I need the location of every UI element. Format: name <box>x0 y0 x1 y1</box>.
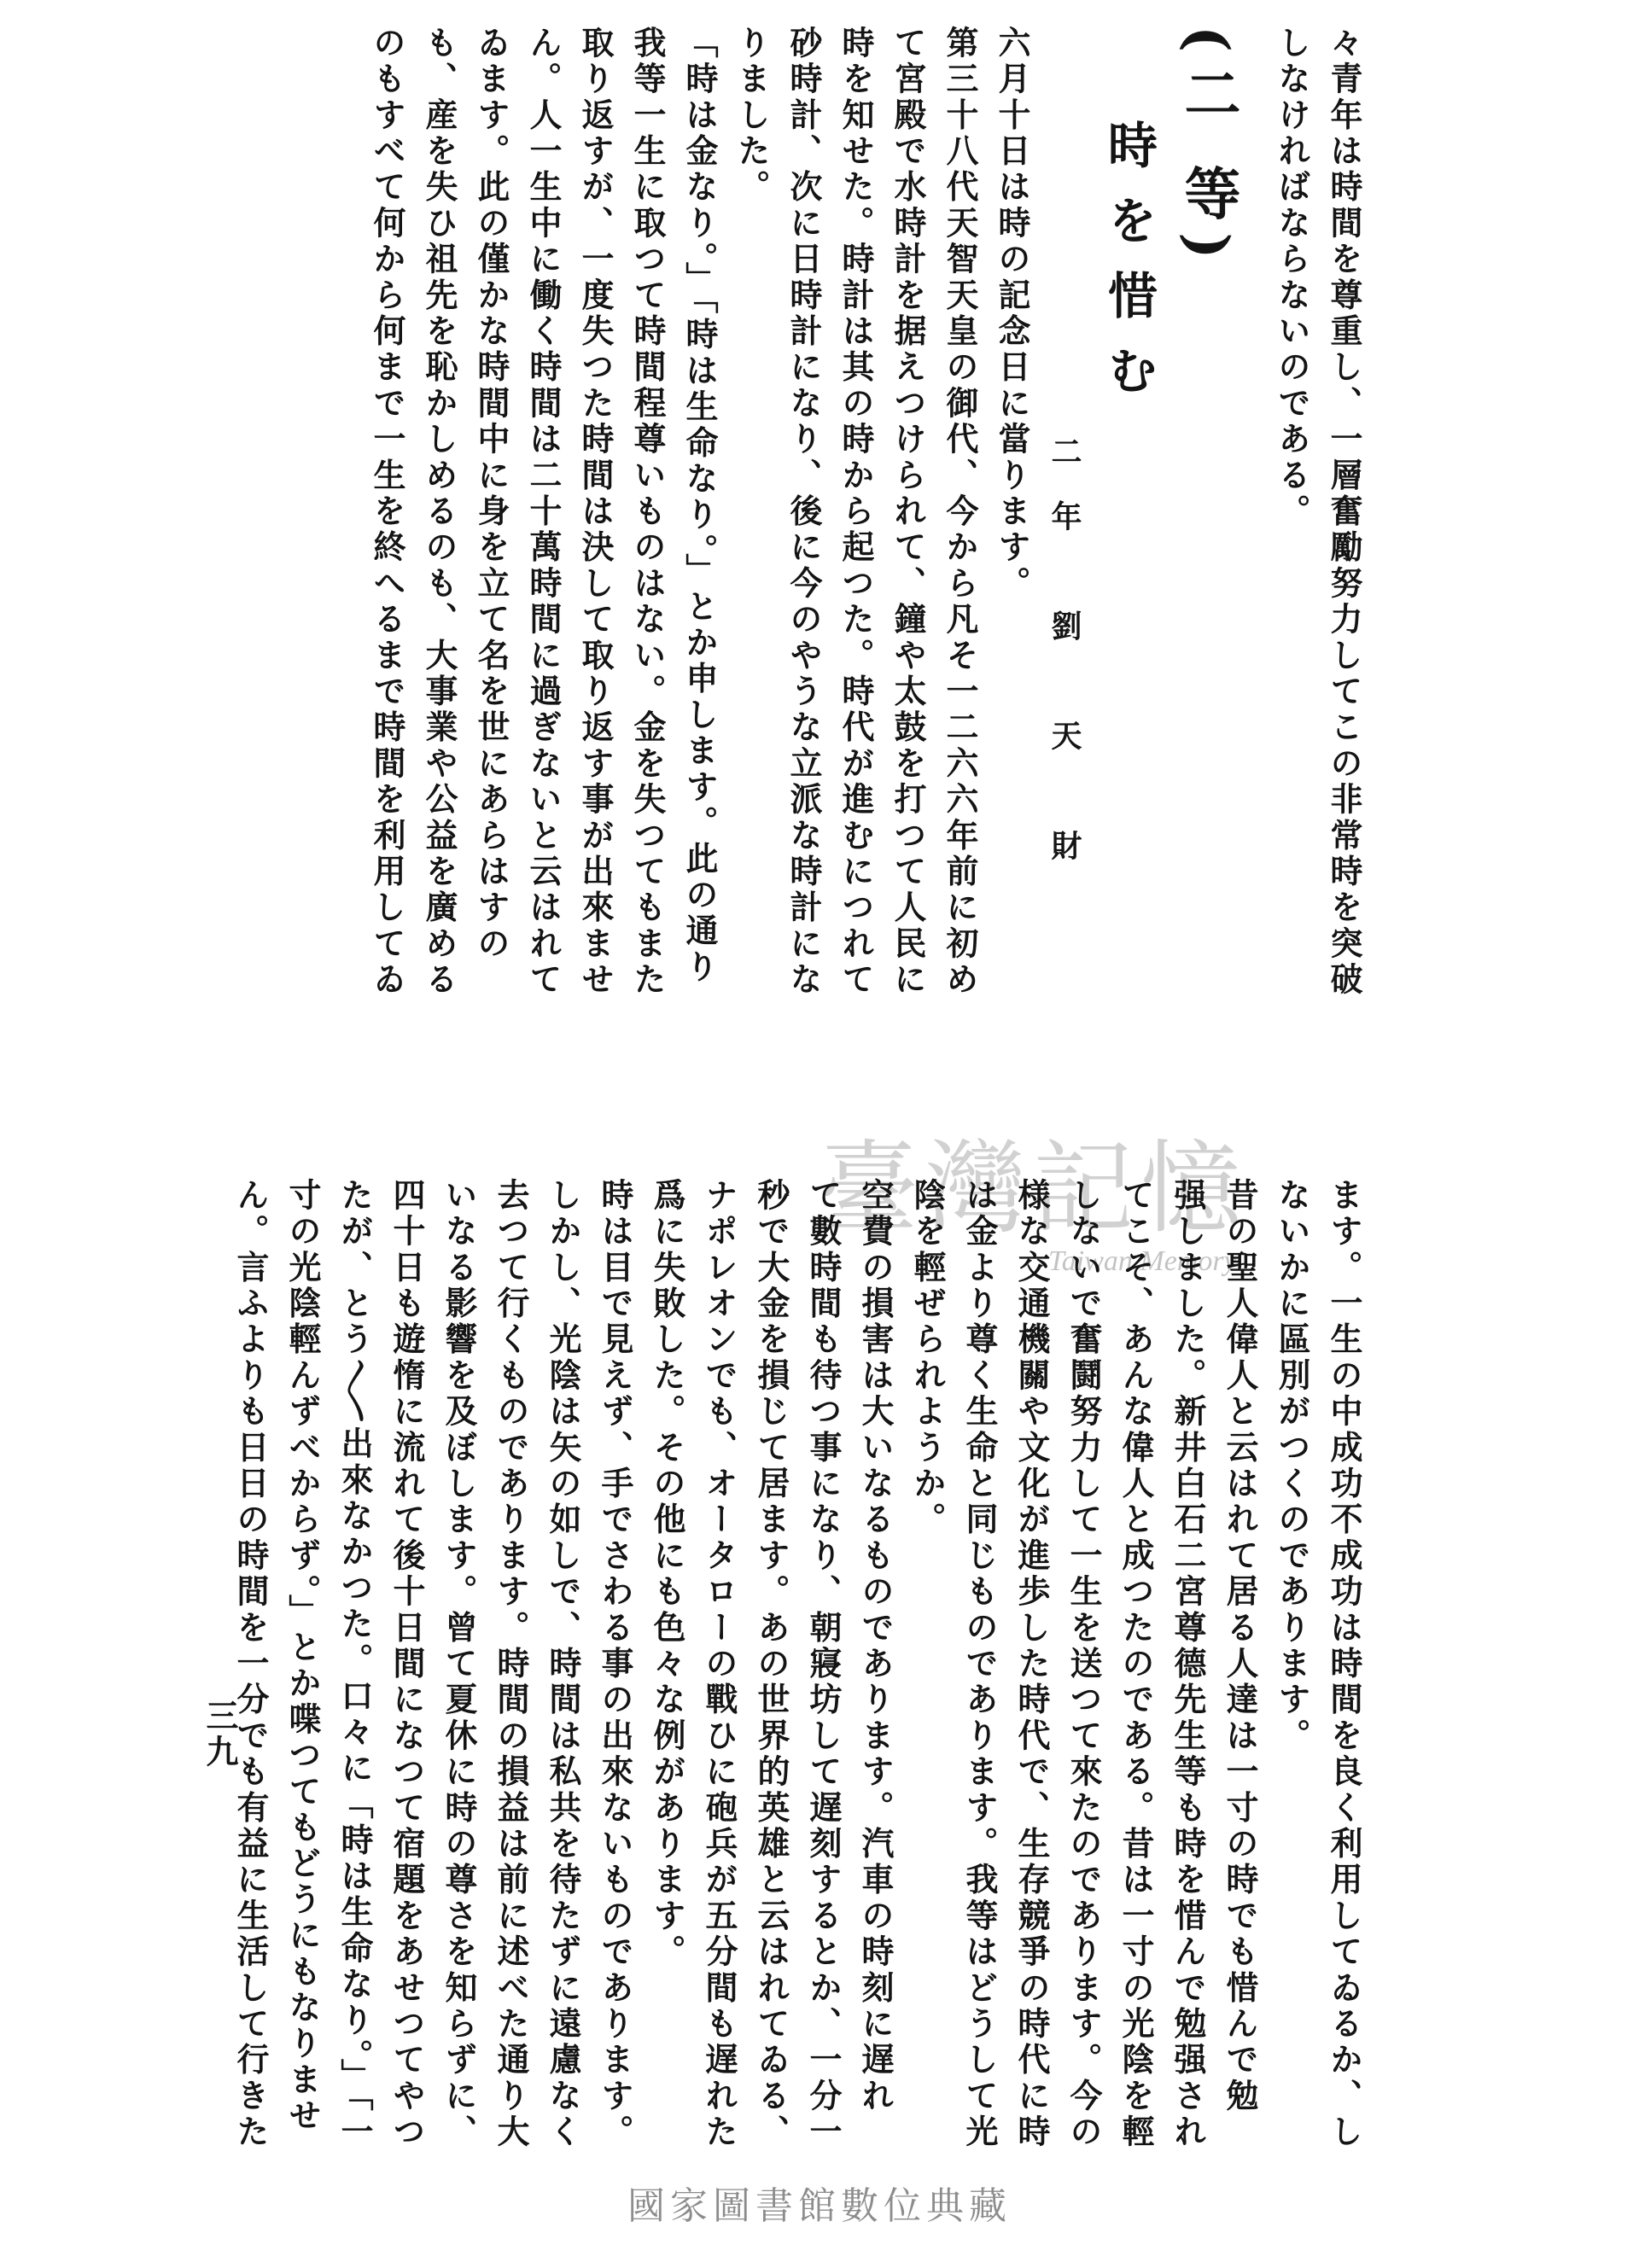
text-column: 第三十八代天智天皇の御代、今から凡そ一二六六年前に初め <box>941 26 979 999</box>
text-column: ナポレオンでも、オータローの戰ひに砲兵が五分間も遅れた <box>700 1178 738 2151</box>
text-column: 砂時計、次に日時計になり、後に今のやうな立派な時計にな <box>785 26 823 999</box>
text-column: りました。 <box>732 26 771 206</box>
text-column: しないで奮鬪努力して一生を送つて來たのであります。今の <box>1064 1178 1103 2151</box>
section-label: (二 等) <box>1175 26 1241 271</box>
text-column: は金より尊く生命と同じものであります。我等はどうして光 <box>960 1178 999 2151</box>
footer-attribution: 國家圖書館數位典藏 <box>627 2184 1012 2228</box>
text-column: ん。言ふよりも日日の時間を一分でも有益に生活して行きた <box>231 1178 270 2151</box>
text-column: 陰を輕ぜられようか。 <box>908 1178 947 1538</box>
text-column: 去つて行くものであります。時間の損益は前に述べた通り大 <box>492 1178 530 2151</box>
watermark-subtitle: Taiwan Memory <box>1048 1245 1237 1277</box>
text-column: 秒で大金を損じて居ます。あの世界的英雄と云はれてゐる、 <box>752 1178 790 2151</box>
text-column: 時は目で見えず、手でさわる事の出來ないものであります。 <box>596 1178 634 2151</box>
text-column: しかし、光陰は矢の如しで、時間は私共を待たずに遠慮なく <box>544 1178 582 2151</box>
text-column: ん。人一生中に働く時間は二十萬時間に過ぎないと云はれて <box>524 26 563 999</box>
text-column: てこそ、あんな偉人と成つたのである。昔は一寸の光陰を輕 <box>1117 1178 1155 2151</box>
text-column: 强しました。新井白石二宮尊德先生等も時を惜んで勉强され <box>1169 1178 1207 2151</box>
text-column: 取り返すが、一度失つた時間は決して取り返す事が出來ませ <box>576 26 615 999</box>
text-column: 六月十日は時の記念日に當ります。 <box>993 26 1031 603</box>
text-column: 爲に失敗した。その他にも色々な例があります。 <box>648 1178 686 1971</box>
text-column: て數時間も待つ事になり、朝寢坊して遅刻するとか、一分一 <box>804 1178 843 2151</box>
text-column: 空費の損害は大いなるものであります。汽車の時刻に遅れ <box>856 1178 895 2115</box>
text-column: ないかに區別がつくのであります。 <box>1273 1178 1311 1755</box>
text-column: ゐます。此の僅かな時間中に身を立て名を世にあらはすの <box>472 26 510 963</box>
text-column: しなければならないのである。 <box>1273 26 1311 530</box>
text-column: 「時は金なり。」「時は生命なり。」とか申します。此の通り <box>680 26 719 986</box>
upper-text-block <box>260 26 1370 1110</box>
text-column: て宮殿で水時計を据えつけられて、鐘や太鼓を打つて人民に <box>889 26 927 999</box>
watermark-logo: 臺灣記憶 <box>818 1129 1249 1247</box>
text-column: 様な交通機關や文化が進歩した時代で、生存競爭の時代に時 <box>1012 1178 1051 2151</box>
text-column: いなる影響を及ぼします。曾て夏休に時の尊さを知らずに、 <box>440 1178 478 2151</box>
text-column: たが、とう〳〵出來なかつた。口々に「時は生命なり。」「一 <box>335 1178 374 2151</box>
text-column: 時を知せた。時計は其の時から起つた。時代が進むにつれて <box>837 26 875 999</box>
column-gap <box>1249 26 1266 1110</box>
essay-author: 二年 劉 天 財 <box>1047 435 1082 895</box>
text-column: 昔の聖人偉人と云はれて居る人達は一寸の時でも惜んで勉 <box>1221 1178 1259 2115</box>
text-column: 寸の光陰輕んずべからず。」とか喋つてもどうにもなりませ <box>283 1178 322 2135</box>
text-column: も、産を失ひ祖先を恥かしめるのも、大事業や公益を廣める <box>420 26 458 999</box>
text-column: のもすべて何から何まで一生を終へるまで時間を利用してゐ <box>368 26 406 999</box>
lower-text-block <box>231 1178 1370 2151</box>
essay-title: 時を惜む <box>1099 120 1158 420</box>
text-column: 四十日も遊惰に流れて後十日間になつて宿題をあせつてやつ <box>388 1178 426 2151</box>
text-column: ます。一生の中成功不成功は時間を良く利用してゐるか、し <box>1325 1178 1363 2151</box>
text-column: 々青年は時間を尊重し、一層奮勵努力してこの非常時を突破 <box>1325 26 1363 999</box>
page-number: 三九 <box>201 1699 239 1770</box>
text-column: 我等一生に取つて時間程尊いものはない。金を失つてもまた <box>628 26 667 999</box>
